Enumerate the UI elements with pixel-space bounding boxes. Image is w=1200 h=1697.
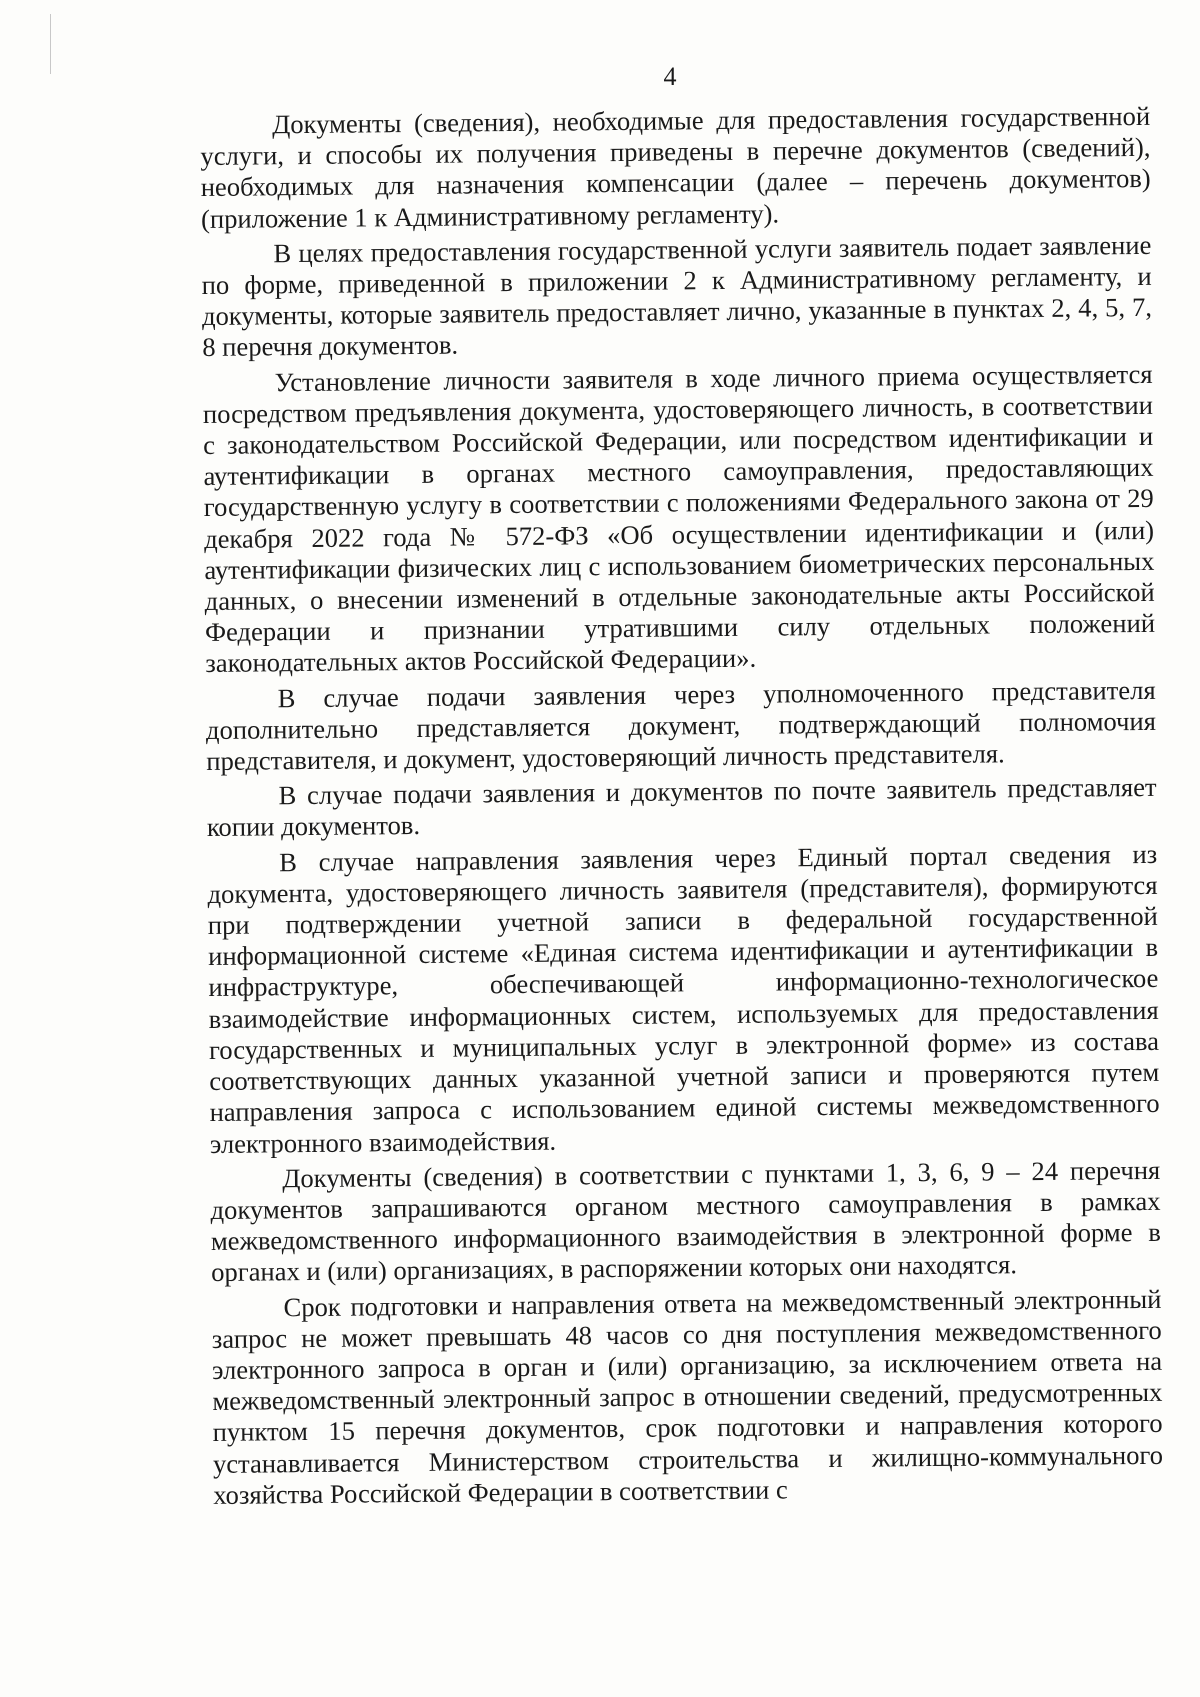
paragraph-application-form: В целях предоставления государственной услуги заявитель подает заявление по форме, приведенной в приложении 2 к Административному регламенту, и документы, которые заявитель предоставляет лично, указанные в пунктах 2, 4, 5, 7, 8 перечня документов. — [201, 229, 1153, 363]
paragraph-unified-portal: В случае направления заявления через Единый портал сведения из документа, удостоверяющего личность заявителя (представителя), формируются при подтверждении учетной записи в федеральной государственной информационной системе «Единая система идентификации и аутентификации в инфраструктуре, обеспечивающей информационно-технологическое взаимодействие информационных систем, используемых для предоставления государственных и муниципальных услуг в электронной форме» из состава соответствующих данных указанной учетной записи и проверяются путем направления запроса с использованием единой системы межведомственного электронного взаимодействия. — [207, 838, 1160, 1159]
paragraph-identity-verification: Установление личности заявителя в ходе личного приема осуществляется посредством предъявления документа, удостоверяющего личность, в соответствии с законодательством Российской Федерации, или посредством идентификации и аутентификации в органах местного самоуправления, предоставляющих государственную услугу в соответствии с положениями Федерального закона от 29 декабря 2022 года № 572-ФЗ «Об осуществлении идентификации и (или) аутентификации физических лиц с использованием биометрических персональных данных, о внесении изменений в отдельные законодательные акты Российской Федерации и признании утратившими силу отдельных положений законодательных актов Российской Федерации». — [202, 358, 1156, 679]
document-body — [200, 101, 1163, 1515]
paragraph-response-deadline: Срок подготовки и направления ответа на межведомственный электронный запрос не может превышать 48 часов со дня поступления межведомственного электронного запроса в орган и (или) организацию, за исключением ответа на межведомственный электронный запрос в отношении сведений, предусмотренных пунктом 15 перечня документов, срок подготовки и направления которого устанавливается Министерством строительства и жилищно-коммунального хозяйства Российской Федерации в соответствии с — [211, 1283, 1164, 1510]
paragraph-postal-submission: В случае подачи заявления и документов по почте заявитель представляет копии документов. — [206, 772, 1157, 843]
paragraph-documents-list: Документы (сведения), необходимые для предоставления государственной услуги, и способы их получения приведены в перечне документов (сведений), необходимых для назначения компенсации (далее – перечень документов) (приложение 1 к Административному регламенту). — [200, 100, 1151, 234]
paragraph-authorized-representative: В случае подачи заявления через уполномоченного представителя дополнительно представляется документ, подтверждающий полномочия представителя, и документ, удостоверяющий личность представителя. — [205, 674, 1157, 777]
page-number: 4 — [663, 62, 677, 91]
paragraph-interagency-requests: Документы (сведения) в соответствии с пунктами 1, 3, 6, 9 – 24 перечня документов запрашиваются органом местного самоуправления в рамках межведомственного информационного взаимодействия в электронной форме в органах и (или) организациях, в распоряжении которых они находятся. — [210, 1154, 1161, 1288]
